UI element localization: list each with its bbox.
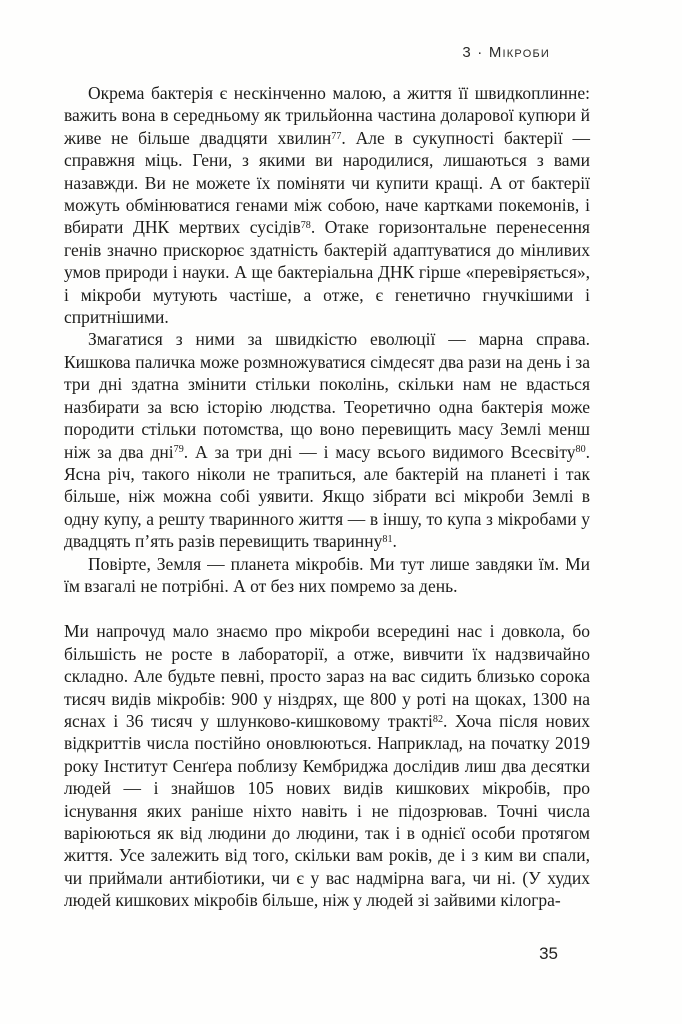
chapter-title: Мікроби: [488, 44, 550, 61]
page-body: [64, 82, 590, 912]
footnote-reference: 80: [575, 444, 586, 456]
footnote-reference: 78: [300, 220, 311, 232]
footnote-reference: 81: [382, 534, 393, 546]
running-head: [462, 44, 550, 61]
paragraph: Ми напрочуд мало знаємо про мікроби всередині нас і довкола, бо більшість не росте в лабораторії, а отже, вивчити їх надзвичайно складно. Але будьте певні, просто зараз на вас сидить близько сорока тисяч видів мікробів: 900 у ніздрях, ще 800 у роті на щоках, 1300 на яснах і 36 тисяч у шлунково-кишковому тракті$^{82}$. Хоча після нових відкриттів числа постійно оновлюються. Наприклад, на початку 2019 року Інститут Сенґера поблизу Кембриджа дослідив лиш два десятки людей — і знайшов 105 нових видів кишкових мікробів, про існування яких раніше ніхто навіть і не підозрював. Точні числа варіюються як від людини до людини, так і в однієї особи протягом життя. Усе залежить від того, скільки вам років, де і з ким ви спали, чи приймали антибіотики, чи є у вас надмірна вага, чи ні. (У худих людей кишкових мікробів більше, ніж у людей зі зайвими кілогра-: [64, 621, 590, 911]
paragraph: Окрема бактерія є нескінченно малою, а життя її швидкоплинне: важить вона в середньому як трильйонна частина доларової купюри й живе не більше двадцяти хвилин$^{77}$. Але в сукупності бактерії — справжня міць. Гени, з якими ви народилися, лишаються з вами назавжди. Ви не можете їх поміняти чи купити кращі. А от бактерії можуть обмінюватися генами між собою, наче картками покемонів, і вбирати ДНК мертвих сусідів$^{78}$. Отаке горизонтальне перенесення генів значно прискорює здатність бактерій адаптуватися до мінливих умов природи і науки. А ще бактеріальна ДНК гірше «перевіряється», і мікроби мутують частіше, а отже, є генетично гнучкішими і спритнішими.: [64, 83, 590, 328]
paragraph: Повірте, Земля — планета мікробів. Ми тут лише завдяки їм. Ми їм взагалі не потрібні. А от без них помремо за день.: [64, 553, 590, 596]
footnote-reference: 79: [173, 444, 184, 456]
separator-dot: ·: [477, 44, 484, 61]
chapter-number: 3: [462, 44, 472, 61]
page-number: 35: [539, 944, 558, 963]
footnote-reference: 82: [432, 713, 444, 725]
footnote-reference: 77: [331, 130, 342, 142]
paragraph: Змагатися з ними за швидкістю еволюції — марна справа. Кишкова паличка може розмножуватися сімдесят два рази на день і за три дні здатна змінити стільки поколінь, скільки нам не вдасться назбирати за всю історію людства. Теоретично одна бактерія може породити стільки потомства, що воно перевищить масу Землі менш ніж за два дні$^{79}$. А за три дні — і масу всього видимого Всесвіту$^{80}$. Ясна річ, такого ніколи не трапиться, але бактерій на планеті і так більше, ніж можна собі уявити. Якщо зібрати всі мікроби Землі в одну купу, а решту тваринного життя — в іншу, то купа з мікробами у двадцять п’ять разів перевищить тваринну$^{81}$.: [64, 329, 590, 552]
